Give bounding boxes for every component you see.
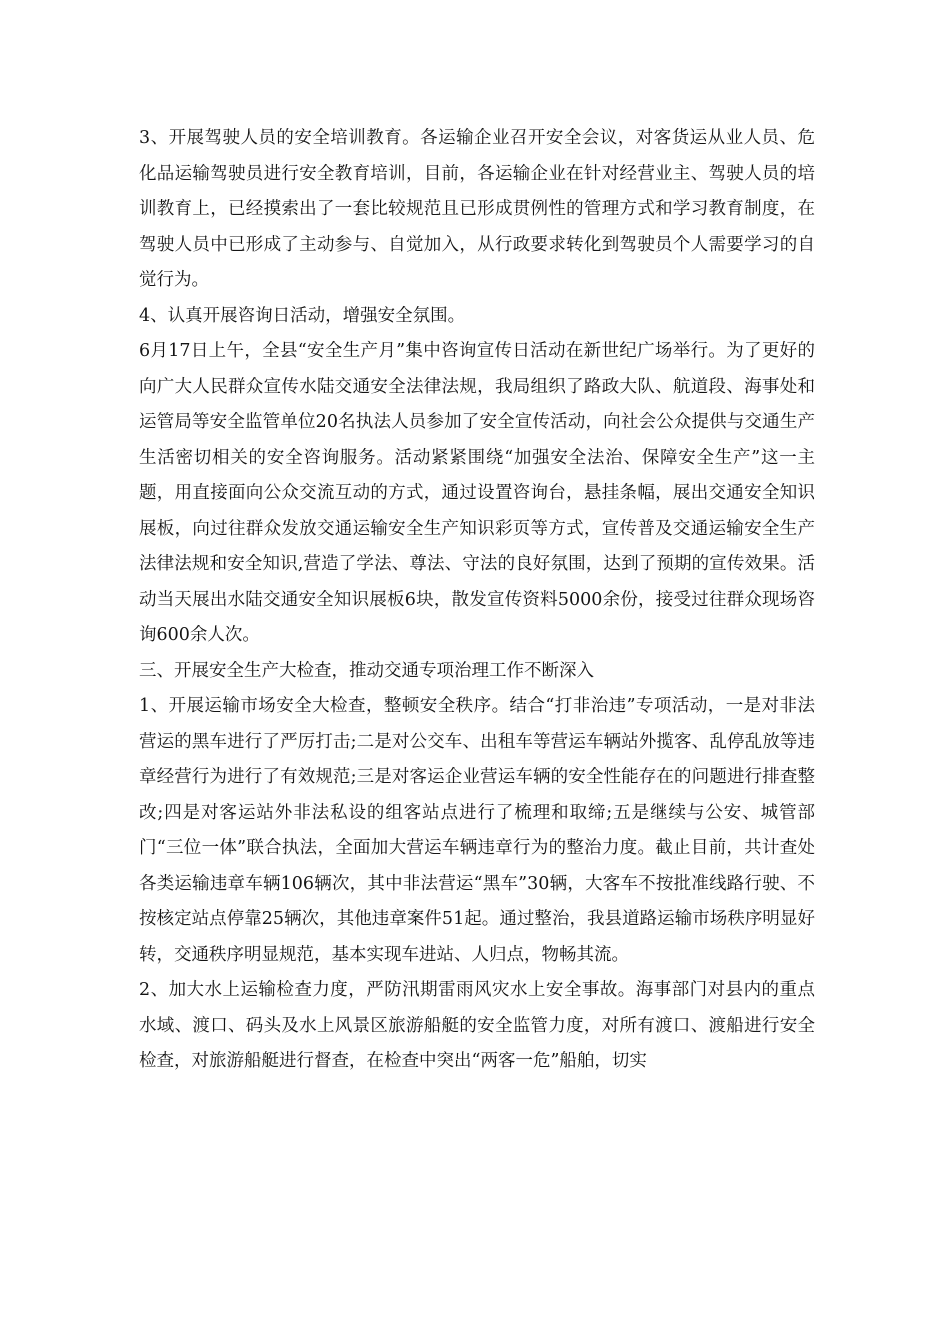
paragraph-consultation-day-details: 6月17日上午，全县“安全生产月”集中咨询宣传日活动在新世纪广场举行。为了更好的向广大人民群众宣传水陆交通安全法律法规，我局组织了路政大队、航道段、海事处和运管局等安全监管单位20名执法人员参加了安全宣传活动，向社会公众提供与交通生产生活密切相关的安全咨询服务。活动紧紧围绕“加强安全法治、保障安全生产”这一主题，用直接面向公众交流互动的方式，通过设置咨询台，悬挂条幅，展出交通安全知识展板，向过往群众发放交通运输安全生产知识彩页等方式，宣传普及交通运输安全生产法律法规和安全知识,营造了学法、尊法、守法的良好氛围，达到了预期的宣传效果。活动当天展出水陆交通安全知识展板6块，散发宣传资料5000余份，接受过往群众现场咨询600余人次。 <box>139 341 815 645</box>
paragraph-driver-training: 3、开展驾驶人员的安全培训教育。各运输企业召开安全会议，对客货运从业人员、危化品运输驾驶员进行安全教育培训，目前，各运输企业在针对经营业主、驾驶人员的培训教育上，已经摸索出了一套比较规范且已形成贯例性的管理方式和学习教育制度，在驾驶人员中已形成了主动参与、自觉加入，从行政要求转化到驾驶员个人需要学习的自觉行为。 <box>139 128 815 290</box>
section-heading-safety-inspection: 三、开展安全生产大检查，推动交通专项治理工作不断深入 <box>139 660 594 681</box>
paragraph-consultation-day-heading: 4、认真开展咨询日活动，增强安全氛围。 <box>139 305 466 326</box>
paragraph-water-transport-inspection: 2、加大水上运输检查力度，严防汛期雷雨风灾水上安全事故。海事部门对县内的重点水域、渡口、码头及水上风景区旅游船艇的安全监管力度，对所有渡口、渡船进行安全检查，对旅游船艇进行督查，在检查中突出“两客一危”船舶，切实 <box>139 980 815 1071</box>
document-body <box>139 121 815 1080</box>
paragraph-market-inspection: 1、开展运输市场安全大检查，整顿安全秩序。结合“打非治违”专项活动，一是对非法营运的黑车进行了严厉打击;二是对公交车、出租车等营运车辆站外揽客、乱停乱放等违章经营行为进行了有效规范;三是对客运企业营运车辆的安全性能存在的问题进行排查整改;四是对客运站外非法私设的组客站点进行了梳理和取缔;五是继续与公安、城管部门“三位一体”联合执法，全面加大营运车辆违章行为的整治力度。截止目前，共计查处各类运输违章车辆106辆次，其中非法营运“黑车”30辆，大客车不按批准线路行驶、不按核定站点停靠25辆次，其他违章案件51起。通过整治，我县道路运输市场秩序明显好转，交通秩序明显规范，基本实现车进站、人归点，物畅其流。 <box>139 696 815 965</box>
